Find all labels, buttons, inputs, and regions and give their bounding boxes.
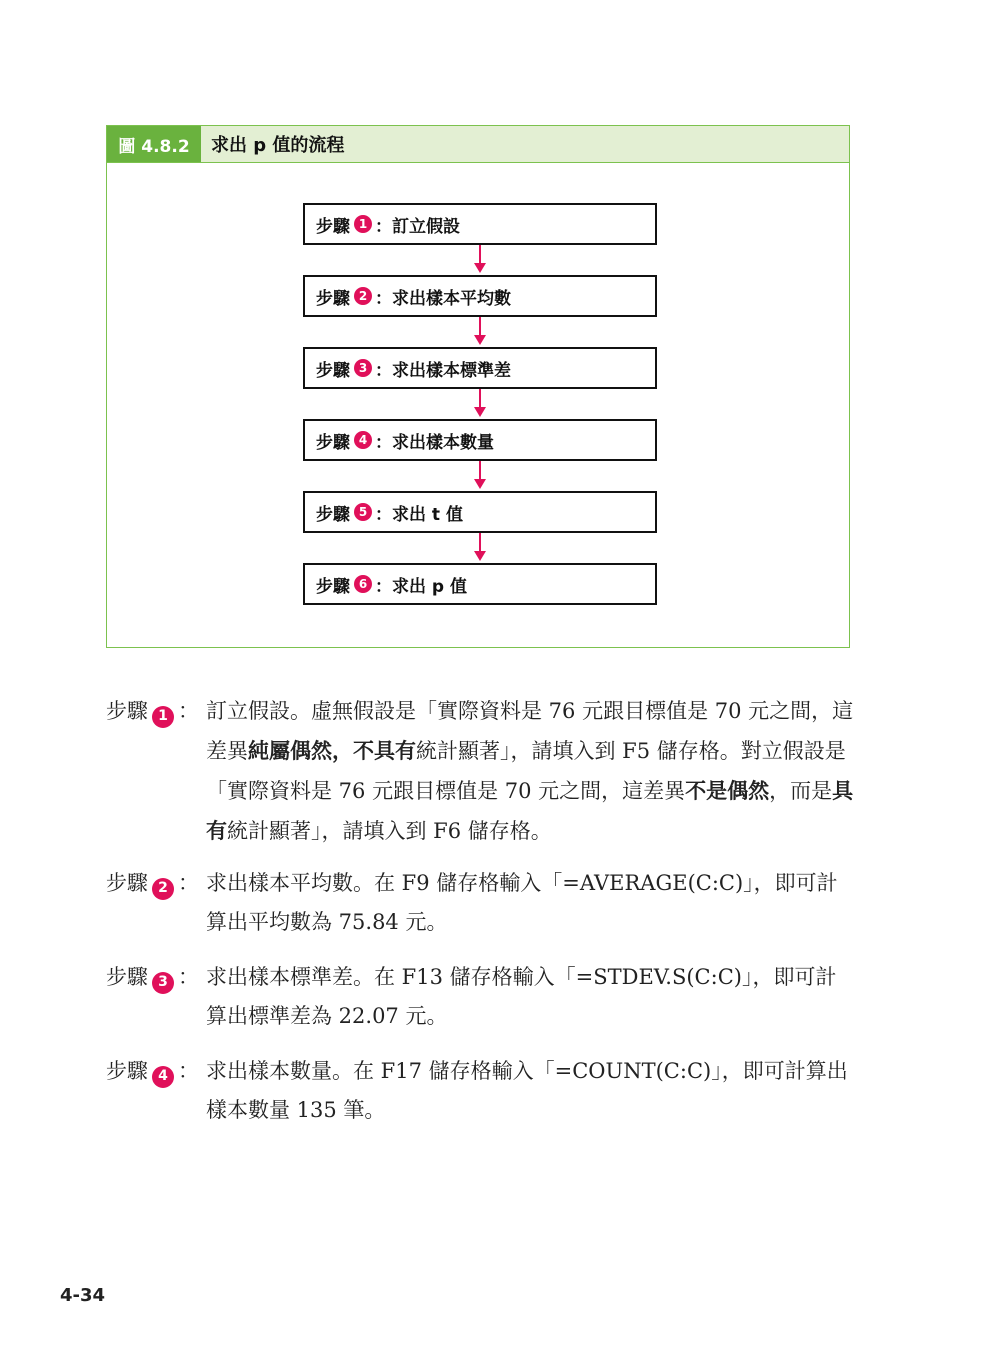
step-number-badge: 2 — [354, 287, 372, 305]
figure-header — [107, 126, 849, 163]
step-text: ：訂立假設 — [375, 216, 460, 237]
step-text: ：求出樣本平均數 — [375, 288, 511, 309]
step-prefix: 步驟 — [316, 576, 350, 597]
step-text: ：求出樣本標準差 — [375, 360, 511, 381]
step-number-badge: 5 — [354, 503, 372, 521]
paragraph-prefix: 步驟 — [106, 965, 148, 989]
paragraph-prefix: 步驟 — [106, 699, 148, 723]
paragraph-text: 統計顯著」，請填入到 F6 儲存格。 — [227, 819, 552, 843]
figure-label: 圖 4.8.2 — [107, 126, 201, 162]
paragraph-lead — [106, 958, 199, 997]
paragraph-lead — [106, 864, 199, 903]
paragraph-body: 求出樣本數量。在 F17 儲存格輸入「=COUNT(C:C)」，即可計算出樣本數量 135 筆。 — [206, 1059, 848, 1122]
paragraph-lead — [106, 692, 199, 731]
flowchart — [303, 203, 657, 605]
step-prefix: 步驟 — [316, 360, 350, 381]
paragraph-colon: ： — [178, 1059, 199, 1083]
paragraph-bold-text: 純屬偶然，不具有 — [248, 738, 416, 763]
step-paragraph-2 — [106, 864, 854, 942]
flow-step-4 — [303, 419, 657, 461]
paragraph-text: 訂立假設。虛無假設是「實際資料是 76 元跟目標值是 70 元之間，這差異 — [206, 699, 854, 763]
step-number-badge: 4 — [354, 431, 372, 449]
figure-title: 求出 p 值的流程 — [211, 135, 345, 156]
step-number-badge: 1 — [354, 215, 372, 233]
step-number-badge: 6 — [354, 575, 372, 593]
paragraph-bold-text: 不是偶然 — [685, 778, 770, 803]
step-prefix: 步驟 — [316, 432, 350, 453]
paragraph-body — [206, 692, 854, 851]
step-prefix: 步驟 — [316, 288, 350, 309]
flow-step-1 — [303, 203, 657, 245]
flow-step-5 — [303, 491, 657, 533]
step-paragraph-1 — [106, 692, 854, 851]
step-number-badge: 2 — [152, 878, 174, 900]
step-paragraph-3 — [106, 958, 854, 1036]
flow-arrow-down-icon — [303, 461, 657, 491]
step-number-badge: 3 — [152, 972, 174, 994]
page-number: 4-34 — [60, 1285, 106, 1306]
step-number-badge: 3 — [354, 359, 372, 377]
paragraph-colon: ： — [178, 871, 199, 895]
paragraph-bold-text: 具有 — [206, 778, 854, 843]
paragraph-prefix: 步驟 — [106, 871, 148, 895]
step-prefix: 步驟 — [316, 216, 350, 237]
step-paragraph-4 — [106, 1052, 854, 1130]
flow-step-6 — [303, 563, 657, 605]
paragraph-colon: ： — [178, 965, 199, 989]
step-number-badge: 1 — [152, 706, 174, 728]
flow-step-2 — [303, 275, 657, 317]
step-prefix: 步驟 — [316, 504, 350, 525]
flow-arrow-down-icon — [303, 533, 657, 563]
paragraph-text: 統計顯著」，請填入到 F5 儲存格。對立假設是「實際資料是 76 元跟目標值是 70 元之間，這差異 — [206, 739, 846, 803]
paragraph-lead — [106, 1052, 199, 1091]
paragraph-colon: ： — [178, 699, 199, 723]
flow-step-3 — [303, 347, 657, 389]
figure-box — [106, 125, 850, 648]
step-number-badge: 4 — [152, 1066, 174, 1088]
paragraph-prefix: 步驟 — [106, 1059, 148, 1083]
paragraph-text: ，而是 — [769, 779, 833, 803]
step-text: ：求出 p 值 — [375, 576, 468, 597]
flow-arrow-down-icon — [303, 245, 657, 275]
paragraph-body: 求出樣本標準差。在 F13 儲存格輸入「=STDEV.S(C:C)」，即可計算出標準差為 22.07 元。 — [206, 965, 837, 1028]
flow-arrow-down-icon — [303, 389, 657, 419]
paragraph-body: 求出樣本平均數。在 F9 儲存格輸入「=AVERAGE(C:C)」，即可計算出平均數為 75.84 元。 — [206, 871, 838, 934]
step-text: ：求出樣本數量 — [375, 432, 494, 453]
step-text: ：求出 t 值 — [375, 504, 463, 525]
flow-arrow-down-icon — [303, 317, 657, 347]
